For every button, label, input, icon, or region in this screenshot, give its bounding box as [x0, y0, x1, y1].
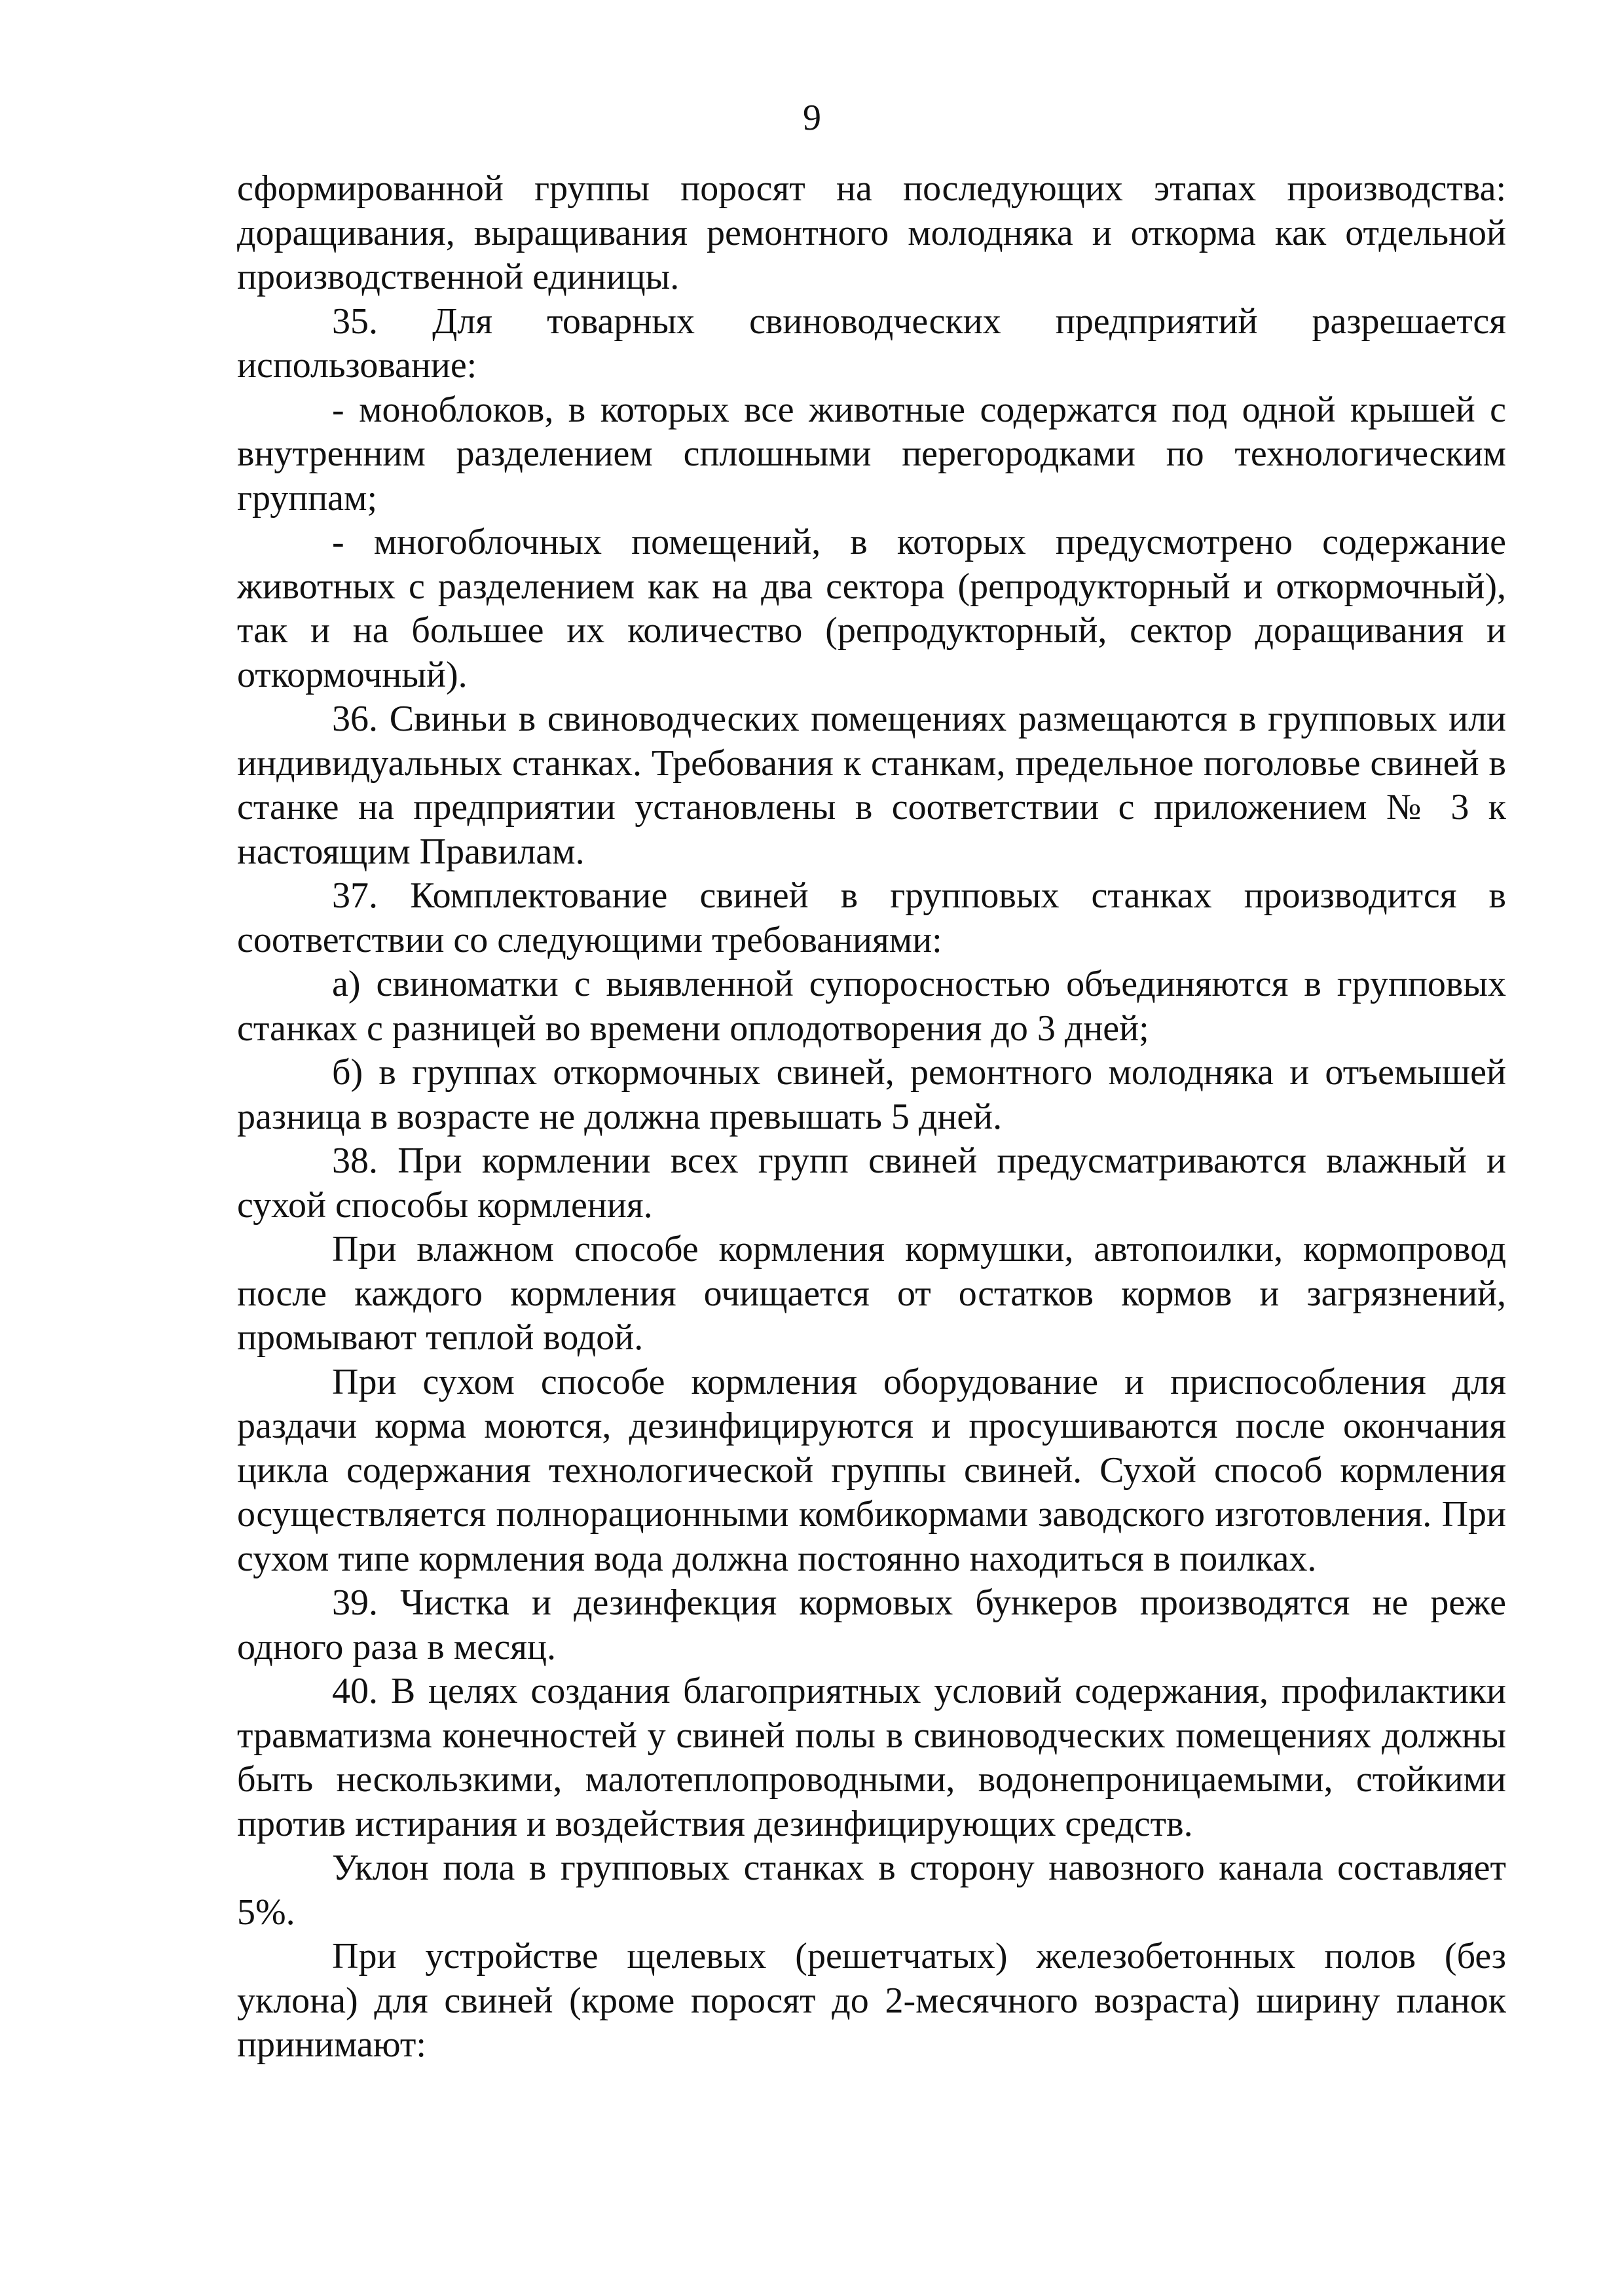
paragraph-40-floor-slope: Уклон пола в групповых станках в сторону навозного канала составляет 5%.	[237, 1848, 1506, 1933]
paragraph-35-item-monoblocks: - моноблоков, в которых все животные содержатся под одной крышей с внутренним разделением сплошными перегородками по технологическим группам;	[237, 389, 1506, 519]
paragraph-40-slatted-floors: При устройстве щелевых (решетчатых) железобетонных полов (без уклона) для свиней (кроме поросят до 2-месячного возраста) ширину планок принимают:	[237, 1936, 1506, 2065]
paragraph-40: 40. В целях создания благоприятных условий содержания, профилактики травматизма конечностей у свиней полы в свиноводческих помещениях должны быть нескользкими, малотеплопроводными, водонепроницаемыми, стойкими против истирания и воздействия дезинфицирующих средств.	[237, 1671, 1506, 1844]
document-body	[237, 167, 1506, 2068]
paragraph-36: 36. Свиньи в свиноводческих помещениях размещаются в групповых или индивидуальных станках. Требования к станкам, предельное поголовье свиней в станке на предприятии установлены в соответствии с приложением № 3 к настоящим Правилам.	[237, 699, 1506, 872]
paragraph-37-item-a: а) свиноматки с выявленной супоросностью объединяются в групповых станках с разницей во времени оплодотворения до 3 дней;	[237, 964, 1506, 1049]
paragraph-39: 39. Чистка и дезинфекция кормовых бункеров производятся не реже одного раза в месяц.	[237, 1582, 1506, 1667]
paragraph-35-item-multiblock: - многоблочных помещений, в которых предусмотрено содержание животных с разделением как на два сектора (репродукторный и откормочный), так и на большее их количество (репродукторный, сектор доращивания и откормочный).	[237, 522, 1506, 695]
paragraph-38-dry-feeding: При сухом способе кормления оборудование и приспособления для раздачи корма моются, дезинфицируются и просушиваются после окончания цикла содержания технологической группы свиней. Сухой способ кормления осуществляется полнорационными комбикормами заводского изготовления. При сухом типе кормления вода должна постоянно находиться в поилках.	[237, 1361, 1506, 1579]
paragraph-35: 35. Для товарных свиноводческих предприятий разрешается использование:	[237, 301, 1506, 386]
paragraph-continuation: сформированной группы поросят на последующих этапах производства: доращивания, выращивания ремонтного молодняка и откорма как отдельной производственной единицы.	[237, 168, 1506, 297]
paragraph-38-wet-feeding: При влажном способе кормления кормушки, автопоилки, кормопровод после каждого кормления очищается от остатков кормов и загрязнений, промывают теплой водой.	[237, 1229, 1506, 1358]
paragraph-38: 38. При кормлении всех групп свиней предусматриваются влажный и сухой способы кормления.	[237, 1140, 1506, 1226]
paragraph-37: 37. Комплектование свиней в групповых станках производится в соответствии со следующими требованиями:	[237, 875, 1506, 960]
paragraph-37-item-b: б) в группах откормочных свиней, ремонтного молодняка и отъемышей разница в возрасте не должна превышать 5 дней.	[237, 1052, 1506, 1137]
page-number: 9	[803, 98, 821, 138]
